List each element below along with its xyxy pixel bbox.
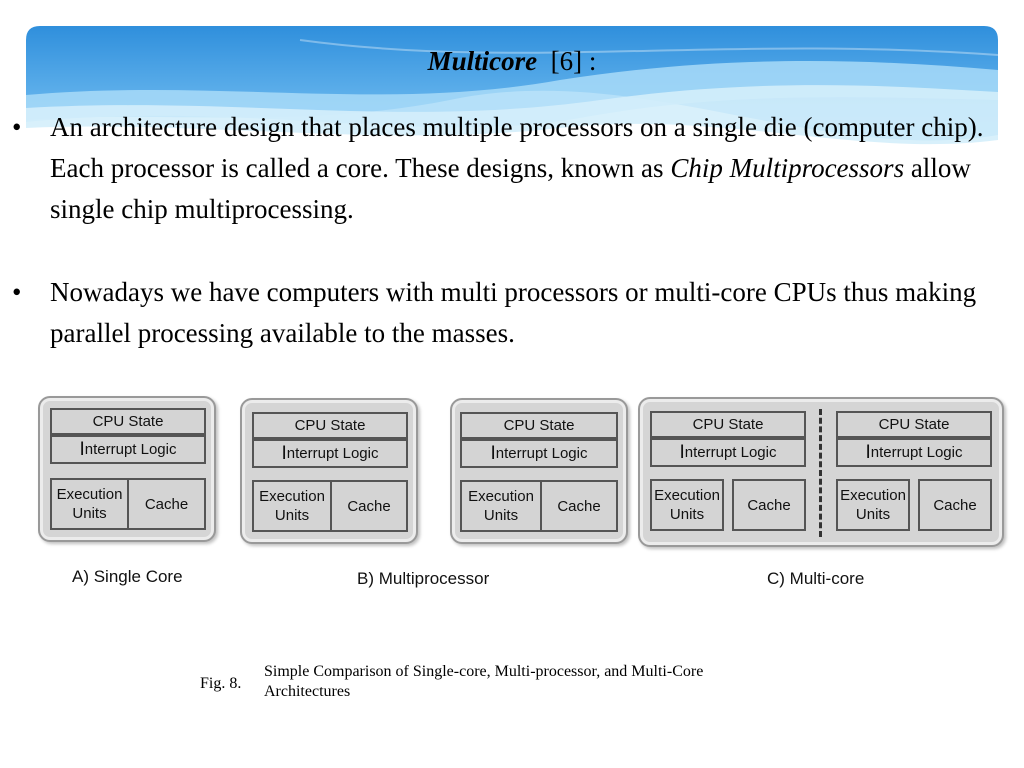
execution-units-box xyxy=(460,480,542,532)
execution-units-box xyxy=(50,478,129,530)
cpu-state-label: CPU State xyxy=(294,417,366,434)
execution-label-1: Execution xyxy=(840,487,906,504)
bullet-dot-icon: • xyxy=(12,112,22,142)
cache-box xyxy=(540,480,618,532)
cache-label: Cache xyxy=(557,497,601,515)
interrupt-label: nterrupt Logic xyxy=(286,445,379,462)
execution-units-box xyxy=(252,480,332,532)
execution-label-1: Execution xyxy=(468,488,534,505)
multiprocessor-panel-1 xyxy=(240,398,418,544)
cpu-state-box xyxy=(50,408,206,435)
bullet-text-tail: allow single chip multiprocessing. xyxy=(50,153,971,224)
cache-box xyxy=(127,478,206,530)
cache-label: Cache xyxy=(144,495,189,513)
bullet-text: Nowadays we have computers with multi processors or multi-core CPUs thus making parallel processing available to the masses. xyxy=(50,277,977,348)
cache-box xyxy=(732,479,806,531)
interrupt-logic-box xyxy=(252,439,408,468)
bullet-text: An architecture design that places multiple processors on a single die (computer chip). Each processor is called a core. These designs, known as xyxy=(50,112,984,183)
execution-label-1: Execution xyxy=(56,486,123,503)
execution-label-1: Execution xyxy=(259,488,325,505)
interrupt-label: nterrupt Logic xyxy=(870,444,963,461)
cpu-state-box xyxy=(650,411,806,438)
cpu-state-label: CPU State xyxy=(878,416,950,433)
interrupt-label: nterrupt Logic xyxy=(84,441,177,458)
interrupt-label: nterrupt Logic xyxy=(495,445,588,462)
execution-label-1: Execution xyxy=(654,487,720,504)
bullet-item xyxy=(0,107,1024,230)
interrupt-logic-box xyxy=(460,439,618,468)
caption-multi-core: C) Multi-core xyxy=(767,569,865,588)
cache-label: Cache xyxy=(933,496,977,514)
cache-label: Cache xyxy=(347,497,391,515)
single-core-panel xyxy=(38,396,216,542)
cpu-state-box xyxy=(836,411,992,438)
cache-box xyxy=(918,479,992,531)
core-separator xyxy=(819,409,822,537)
cache-label: Cache xyxy=(747,496,791,514)
figure-label: Fig. 8. xyxy=(200,675,242,692)
interrupt-logic-box xyxy=(50,435,206,464)
slide-title-ref: [6] : xyxy=(550,46,597,76)
caption-single-core: A) Single Core xyxy=(72,567,183,586)
cpu-state-label: CPU State xyxy=(692,416,764,433)
interrupt-initial: I xyxy=(79,439,85,460)
figure-caption: Simple Comparison of Single-core, Multi-processor, and Multi-Core Architectures xyxy=(264,663,704,700)
bullet-emphasis: Chip Multiprocessors xyxy=(670,153,905,183)
execution-label-2: Units xyxy=(274,507,310,524)
interrupt-logic-box xyxy=(650,438,806,467)
caption-multiprocessor: B) Multiprocessor xyxy=(357,569,490,588)
interrupt-initial: I xyxy=(679,442,685,463)
execution-label-2: Units xyxy=(483,507,519,524)
interrupt-initial: I xyxy=(490,443,496,464)
interrupt-label: nterrupt Logic xyxy=(684,444,777,461)
interrupt-logic-box xyxy=(836,438,992,467)
cpu-state-label: CPU State xyxy=(503,417,575,434)
interrupt-initial: I xyxy=(865,442,871,463)
execution-label-2: Units xyxy=(72,505,107,522)
execution-units-box xyxy=(836,479,910,531)
bullet-dot-icon: • xyxy=(12,277,22,307)
execution-label-2: Units xyxy=(855,506,891,523)
slide-title-main: Multicore xyxy=(427,46,538,76)
multiprocessor-panel-2 xyxy=(450,398,628,544)
bullet-item xyxy=(0,272,1024,354)
cache-box xyxy=(330,480,408,532)
execution-units-box xyxy=(650,479,724,531)
bullet-list xyxy=(0,107,1024,354)
execution-label-2: Units xyxy=(669,506,705,523)
multicore-panel xyxy=(638,397,1004,547)
interrupt-initial: I xyxy=(281,443,287,464)
cpu-state-label: CPU State xyxy=(92,413,164,430)
slide-title xyxy=(0,44,1024,78)
cpu-state-box xyxy=(252,412,408,439)
cpu-state-box xyxy=(460,412,618,439)
